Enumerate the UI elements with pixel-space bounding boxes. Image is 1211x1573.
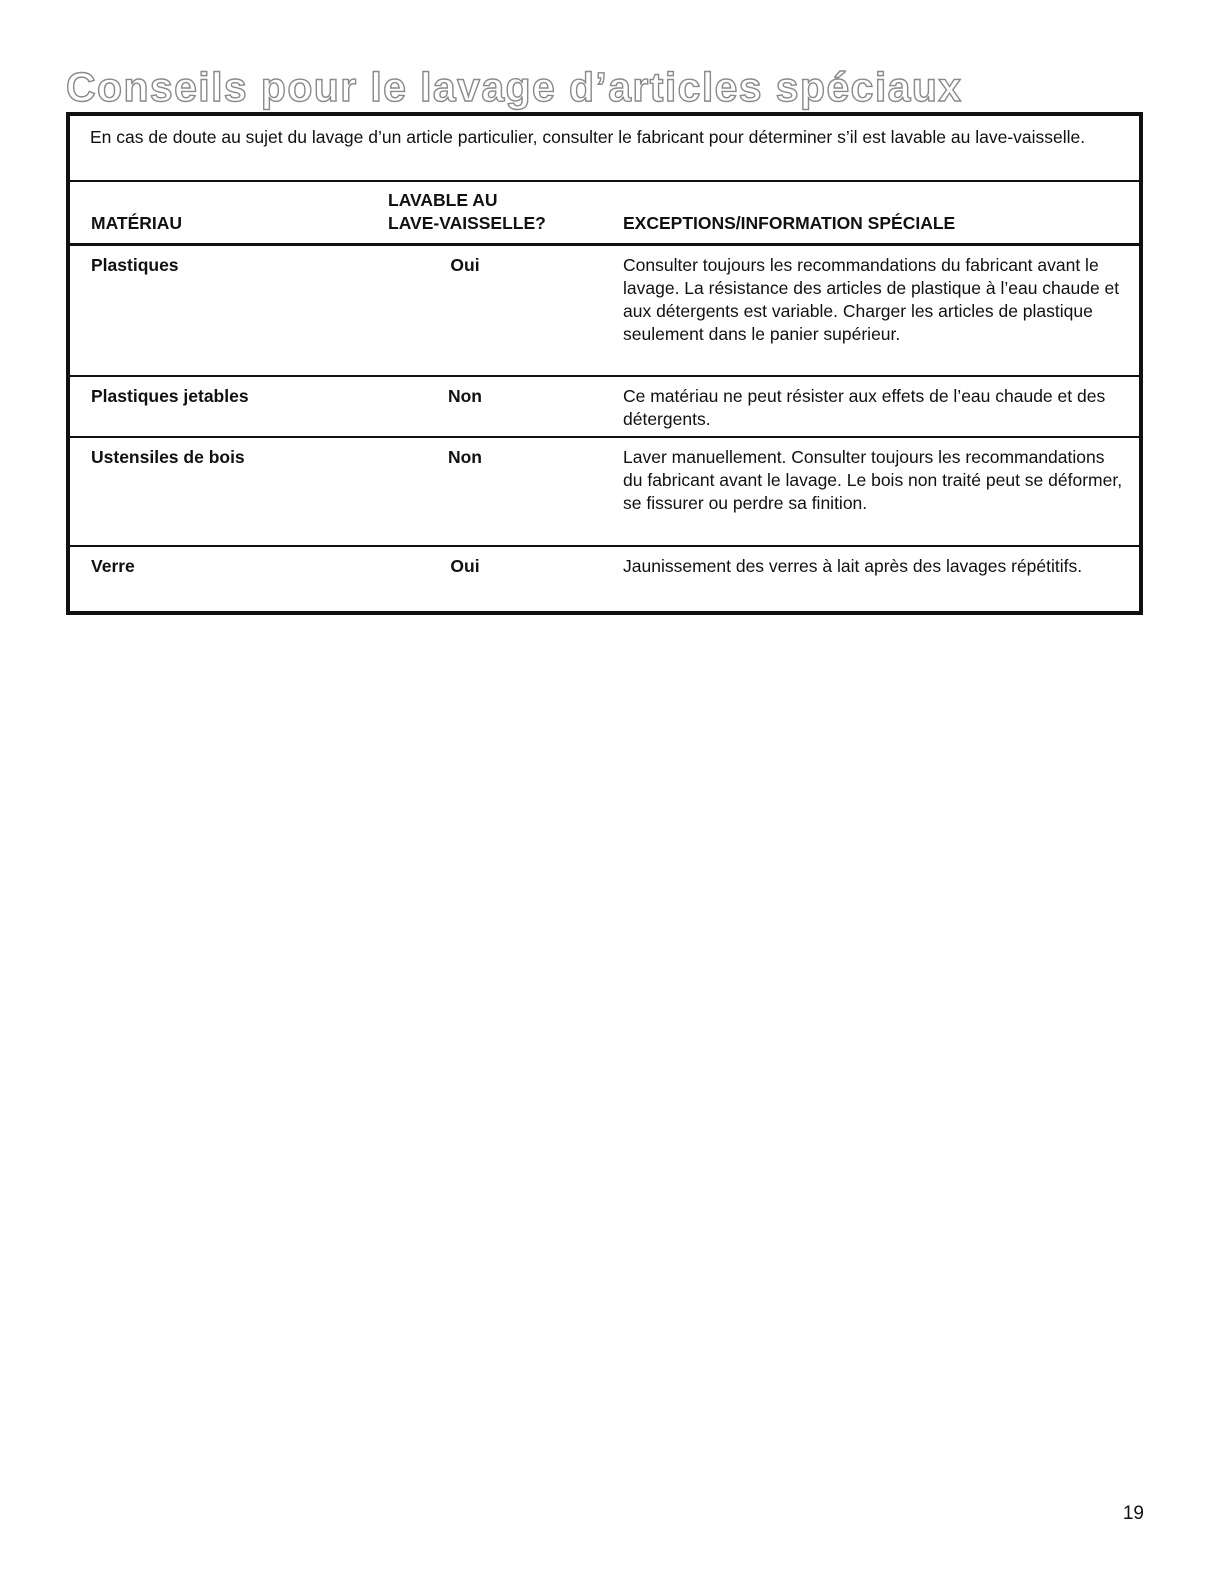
row-info: Laver manuellement. Consulter toujours les recommandations du fabricant avant le lavage. Le bois non traité peut se déformer, se fissurer ou perdre sa finition.	[623, 447, 1123, 513]
row-material: Verre	[91, 556, 135, 576]
special-items-table	[66, 112, 1143, 615]
header-washable-line1: LAVABLE AU	[388, 190, 498, 210]
table-row	[70, 377, 1139, 438]
table-intro: En cas de doute au sujet du lavage d’un article particulier, consulter le fabricant pour déterminer s’il est lavable au lave-vaisselle.	[70, 116, 1139, 182]
row-material: Ustensiles de bois	[91, 447, 245, 467]
row-washable: Oui	[450, 255, 480, 275]
header-material: MATÉRIAU	[91, 213, 183, 233]
page-title: Conseils pour le lavage d’articles spéciaux	[66, 64, 963, 110]
header-washable-line2: LAVE-VAISSELLE?	[388, 213, 546, 233]
table-row	[70, 246, 1139, 377]
row-washable: Oui	[450, 556, 480, 576]
table-row	[70, 438, 1139, 547]
header-info: EXCEPTIONS/INFORMATION SPÉCIALE	[623, 213, 956, 233]
page-number: 19	[1122, 1503, 1144, 1524]
row-info: Consulter toujours les recommandations du fabricant avant le lavage. La résistance des articles de plastique à l’eau chaude et aux détergents est variable. Charger les articles de plastique seulement dans le panier supérieur.	[623, 255, 1120, 344]
row-washable: Non	[447, 386, 483, 406]
row-info: Ce matériau ne peut résister aux effets de l’eau chaude et des détergents.	[623, 386, 1106, 429]
table-header-row	[70, 182, 1139, 246]
header-washable	[388, 189, 638, 235]
row-info: Jaunissement des verres à lait après des lavages répétitifs.	[623, 556, 1083, 576]
row-material: Plastiques	[91, 255, 179, 275]
table-row	[70, 547, 1139, 611]
row-material: Plastiques jetables	[91, 386, 249, 406]
row-washable: Non	[447, 447, 483, 467]
